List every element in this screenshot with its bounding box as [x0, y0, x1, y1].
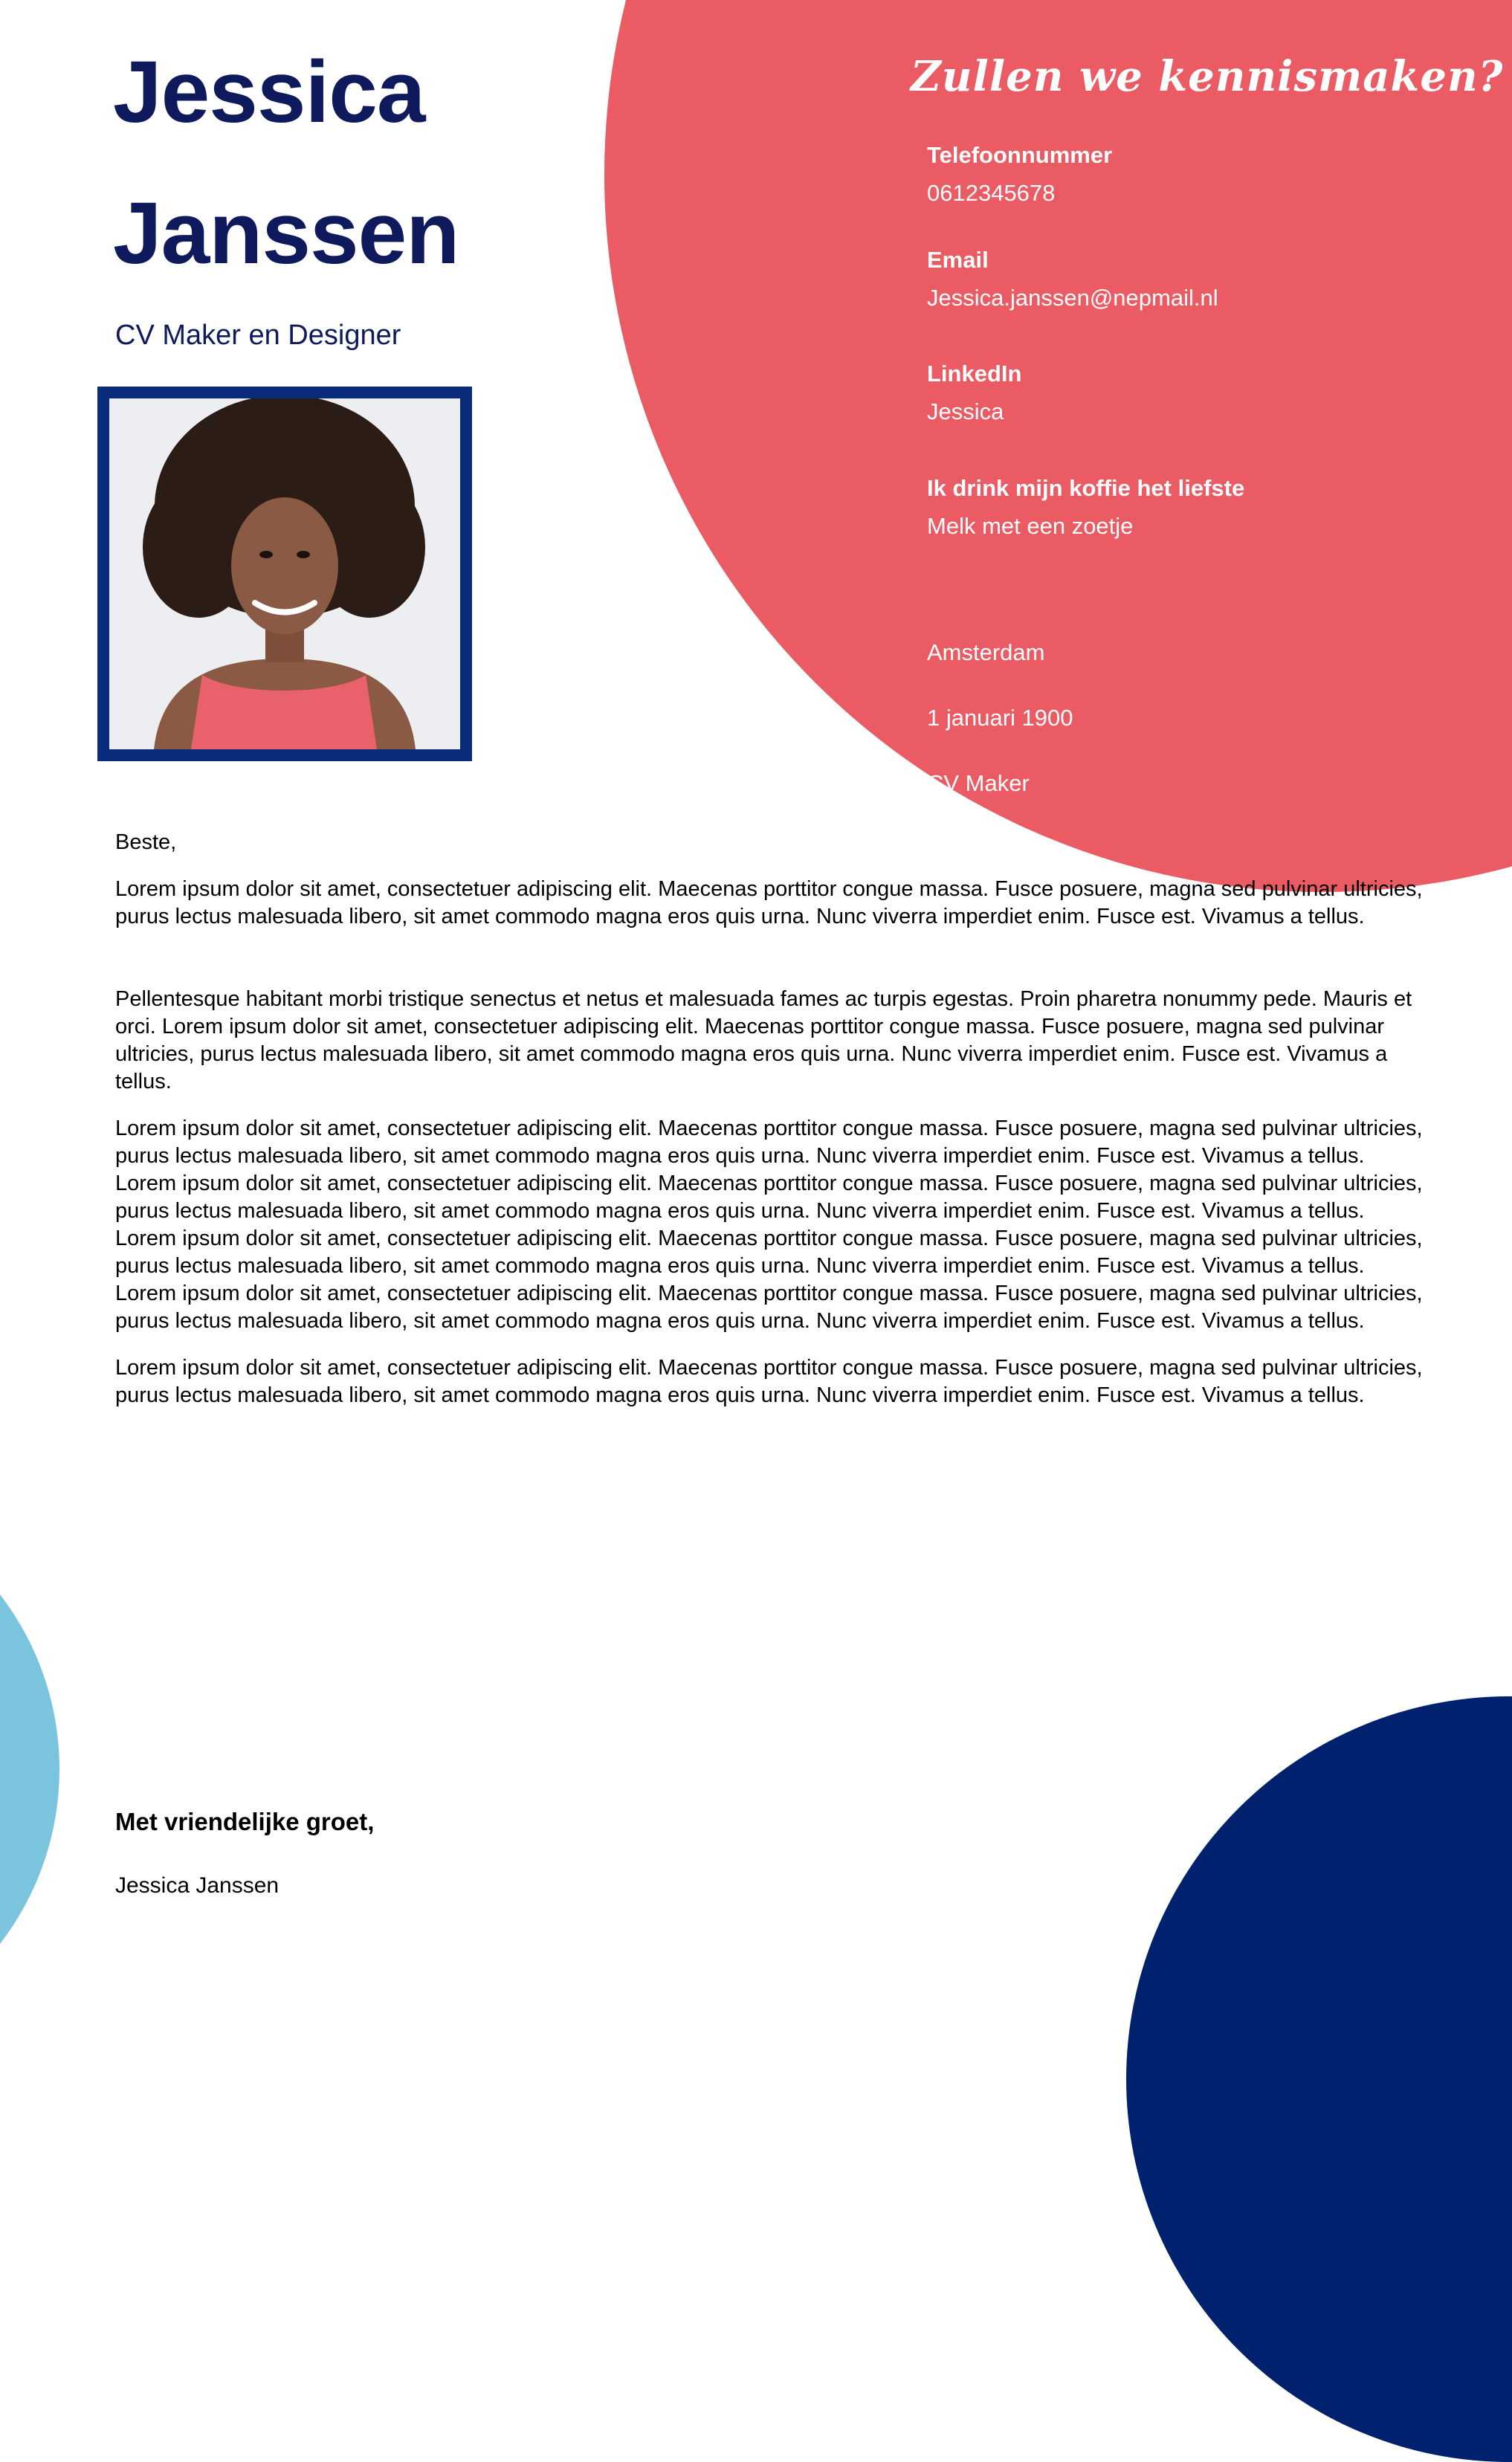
phone-block	[927, 141, 1112, 207]
decorative-red-circle	[604, 0, 1512, 892]
email-block	[927, 246, 1218, 311]
portrait-image	[109, 398, 460, 749]
decorative-navy-circle	[1126, 1696, 1512, 2462]
role: CV Maker	[927, 770, 1030, 796]
letter-paragraph-3: Lorem ipsum dolor sit amet, consectetuer adipiscing elit. Maecenas porttitor congue massa. Fusce posuere, magna sed pulvinar ultricies, purus lectus malesuada libero, sit amet commodo magna eros quis urna. Nunc viverra imperdiet enim. Fusce est. Vivamus a tellus. Lorem ipsum dolor sit amet, consectetuer adipiscing elit. Maecenas porttitor congue massa. Fusce posuere, magna sed pulvinar ultricies, purus lectus malesuada libero, sit amet commodo magna eros quis urna. Nunc viverra imperdiet enim. Fusce est. Vivamus a tellus. Lorem ipsum dolor sit amet, consectetuer adipiscing elit. Maecenas porttitor congue massa. Fusce posuere, magna sed pulvinar ultricies, purus lectus malesuada libero, sit amet commodo magna eros quis urna. Nunc viverra imperdiet enim. Fusce est. Vivamus a tellus. Lorem ipsum dolor sit amet, consectetuer adipiscing elit. Maecenas porttitor congue massa. Fusce posuere, magna sed pulvinar ultricies, purus lectus malesuada libero, sit amet commodo magna eros quis urna. Nunc viverra imperdiet enim. Fusce est. Vivamus a tellus.	[115, 1117, 1423, 1333]
coffee-value: Melk met een zoetje	[927, 513, 1134, 540]
linkedin-block	[927, 360, 1021, 425]
last-name: Janssen	[113, 184, 459, 282]
linkedin-value: Jessica	[927, 398, 1004, 425]
birthdate: 1 januari 1900	[927, 705, 1073, 731]
coffee-label: Ik drink mijn koffie het liefste	[927, 475, 1245, 501]
linkedin-label: LinkedIn	[927, 361, 1022, 387]
coffee-block	[927, 474, 1244, 540]
closing: Met vriendelijke groet,	[115, 1808, 375, 1835]
contact-heading: Zullen we kennismaken?	[911, 52, 1504, 101]
email-label: Email	[927, 247, 989, 273]
letter-paragraph-1: Lorem ipsum dolor sit amet, consectetuer adipiscing elit. Maecenas porttitor congue massa. Fusce posuere, magna sed pulvinar ultricies, purus lectus malesuada libero, sit amet commodo magna eros quis urna. Nunc viverra imperdiet enim. Fusce est. Vivamus a tellus.	[115, 877, 1423, 928]
city: Amsterdam	[927, 639, 1045, 665]
letter-body	[115, 829, 1424, 1429]
first-name: Jessica	[113, 43, 425, 141]
letter-paragraph-2: Pellentesque habitant morbi tristique senectus et netus et malesuada fames ac turpis egestas. Proin pharetra nonummy pede. Mauris et orci. Lorem ipsum dolor sit amet, consectetuer adipiscing elit. Maecenas porttitor congue massa. Fusce posuere, magna sed pulvinar ultricies, purus lectus malesuada libero, sit amet commodo magna eros quis urna. Nunc viverra imperdiet enim. Fusce est. Vivamus a tellus.	[115, 987, 1412, 1093]
phone-label: Telefoonnummer	[927, 142, 1113, 168]
decorative-light-blue-circle	[0, 1483, 59, 2055]
phone-value: 0612345678	[927, 180, 1056, 207]
profile-photo	[97, 387, 472, 761]
letter-paragraph-4: Lorem ipsum dolor sit amet, consectetuer adipiscing elit. Maecenas porttitor congue massa. Fusce posuere, magna sed pulvinar ultricies, purus lectus malesuada libero, sit amet commodo magna eros quis urna. Nunc viverra imperdiet enim. Fusce est. Vivamus a tellus.	[115, 1356, 1423, 1407]
email-value: Jessica.janssen@nepmail.nl	[927, 285, 1218, 311]
salutation: Beste,	[115, 830, 177, 854]
job-title: CV Maker en Designer	[115, 320, 401, 351]
signature: Jessica Janssen	[115, 1873, 280, 1898]
